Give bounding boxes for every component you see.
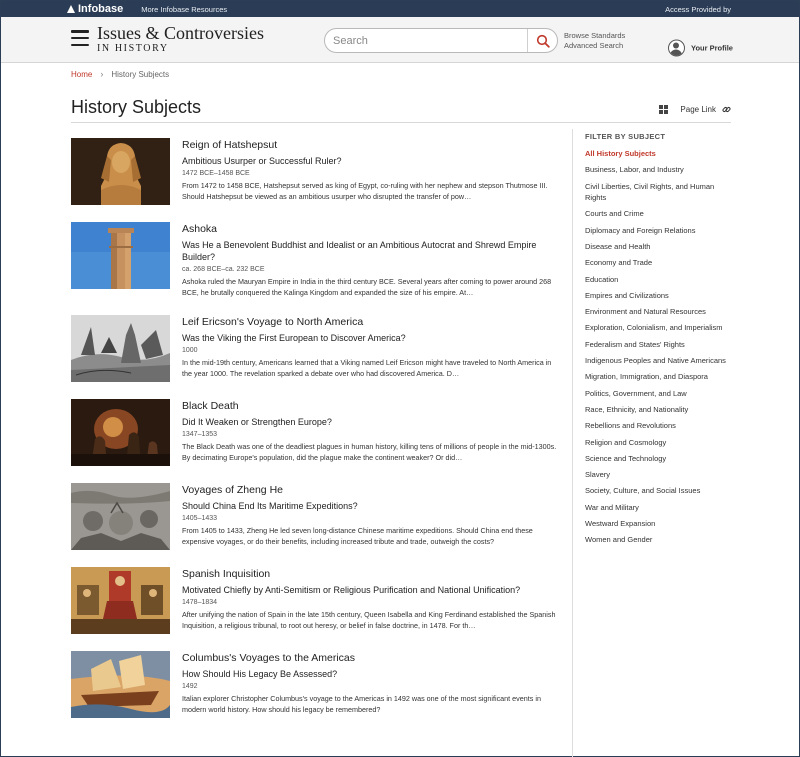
browse-standards-link[interactable]: Browse Standards	[564, 31, 626, 40]
sidebar-divider	[572, 129, 573, 757]
article-date: 1472 BCE–1458 BCE	[182, 170, 250, 177]
article-description: Italian explorer Christopher Columbus's voyage to the Americas in 1492 was one of the most significant events in modern world history. How should his legacy be remembered?	[182, 694, 541, 714]
list-item	[71, 483, 563, 550]
filter-item-indigenous[interactable]: Indigenous Peoples and Native Americans	[585, 356, 726, 366]
article-subtitle: Did It Weaken or Strengthen Europe?	[182, 417, 332, 427]
logo-subtitle: IN HISTORY	[97, 43, 169, 54]
leif-ericson-thumbnail[interactable]	[71, 315, 170, 382]
filter-item-westward[interactable]: Westward Expansion	[585, 519, 656, 529]
avatar-icon	[668, 40, 685, 57]
filter-item-science[interactable]: Science and Technology	[585, 453, 667, 463]
article-subtitle: Was the Viking the First European to Discover America?	[182, 333, 406, 343]
list-item	[71, 222, 563, 298]
page-title: History Subjects	[71, 97, 202, 117]
article-title[interactable]: Leif Ericson's Voyage to North America	[182, 316, 364, 328]
filter-sidebar	[585, 132, 737, 551]
search-button[interactable]	[527, 29, 557, 52]
search-input[interactable]	[325, 35, 527, 47]
article-subtitle: Ambitious Usurper or Successful Ruler?	[182, 156, 342, 166]
link-icon	[722, 105, 731, 114]
top-bar	[1, 1, 799, 17]
chevron-right-icon: ›	[100, 69, 104, 79]
article-subtitle: How Should His Legacy Be Assessed?	[182, 669, 338, 679]
filter-item-women[interactable]: Women and Gender	[585, 535, 653, 545]
filter-item-economy[interactable]: Economy and Trade	[585, 258, 653, 268]
filter-item-politics[interactable]: Politics, Government, and Law	[585, 388, 687, 398]
infobase-brand-label: Infobase	[78, 3, 124, 15]
filter-item-empires[interactable]: Empires and Civilizations	[585, 290, 669, 300]
list-item	[71, 399, 563, 466]
article-title[interactable]: Reign of Hatshepsut	[182, 139, 278, 151]
zheng-he-thumbnail[interactable]	[71, 483, 170, 550]
article-subtitle: Motivated Chiefly by Anti-Semitism or Religious Purification and National Unification?	[182, 585, 521, 595]
filter-item-disease[interactable]: Disease and Health	[585, 241, 651, 251]
more-resources-link[interactable]: More Infobase Resources	[141, 4, 228, 14]
filter-item-rebellions[interactable]: Rebellions and Revolutions	[585, 421, 676, 431]
filter-item-diplomacy[interactable]: Diplomacy and Foreign Relations	[585, 225, 696, 235]
breadcrumb	[71, 69, 169, 79]
hatshepsut-thumbnail[interactable]	[71, 138, 170, 205]
spanish-inquisition-thumbnail[interactable]	[71, 567, 170, 634]
filter-item-education[interactable]: Education	[585, 274, 619, 284]
ashoka-thumbnail[interactable]	[71, 222, 170, 289]
filter-list	[585, 148, 737, 546]
header-links	[564, 31, 625, 51]
filter-item-exploration[interactable]: Exploration, Colonialism, and Imperialism	[585, 323, 723, 333]
article-description: Ashoka ruled the Mauryan Empire in India in the third century BCE. Several years after coming to power around 268 BCE, he brutally conquered the Kalinga Kingdom and expanded the size of his empire. At…	[182, 277, 552, 297]
filter-item-all[interactable]: All History Subjects	[585, 149, 656, 158]
list-item	[71, 315, 563, 382]
list-item	[71, 138, 563, 205]
filter-item-race[interactable]: Race, Ethnicity, and Nationality	[585, 404, 689, 414]
article-list	[71, 138, 563, 735]
grid-view-icon[interactable]	[659, 105, 668, 114]
filter-item-courts[interactable]: Courts and Crime	[585, 209, 644, 219]
page-link-button[interactable]: Page Link	[680, 105, 716, 114]
filter-item-society[interactable]: Society, Culture, and Social Issues	[585, 486, 701, 496]
filter-item-civil-liberties[interactable]: Civil Liberties, Civil Rights, and Human Rights	[585, 181, 715, 203]
search-icon	[536, 34, 550, 48]
article-description: From 1405 to 1433, Zheng He led seven long-distance Chinese maritime expeditions. Should China end these expensive voyages, or do their benefits, including increased tribute and trade, outweigh the costs?	[182, 526, 533, 546]
filter-item-religion[interactable]: Religion and Cosmology	[585, 437, 667, 447]
article-description: After unifying the nation of Spain in the late 15th century, Queen Isabella and King Ferdinand established the Spanish Inquisition, a religious tribunal, to root out heresy, or belief in false doctrine, in 1478. For th…	[182, 610, 556, 630]
search-box	[324, 28, 558, 53]
list-item	[71, 651, 563, 718]
profile-link[interactable]	[668, 40, 733, 57]
article-subtitle: Was He a Benevolent Buddhist and Idealist or an Ambitious Autocrat and Shrewd Empire Builder?	[182, 240, 537, 262]
access-provided-label: Access Provided by	[665, 4, 731, 14]
breadcrumb-home-link[interactable]: Home	[71, 69, 93, 79]
article-date: 1000	[182, 347, 198, 354]
article-title[interactable]: Voyages of Zheng He	[182, 484, 283, 496]
hamburger-menu-icon[interactable]	[71, 30, 89, 46]
filter-item-slavery[interactable]: Slavery	[585, 470, 611, 480]
article-title[interactable]: Black Death	[182, 400, 239, 412]
black-death-thumbnail[interactable]	[71, 399, 170, 466]
article-description: In the mid-19th century, Americans learned that a Viking named Leif Ericson might have traveled to North America in the year 1000. The revelation sparked a debate over who had discovered America. D…	[182, 358, 552, 378]
article-date: 1405–1433	[182, 515, 218, 522]
article-title[interactable]: Columbus's Voyages to the Americas	[182, 652, 356, 664]
page-link-bar	[659, 105, 731, 114]
article-title[interactable]: Spanish Inquisition	[182, 568, 271, 580]
article-date: 1347–1353	[182, 431, 218, 438]
site-header	[1, 17, 799, 63]
article-title[interactable]: Ashoka	[182, 223, 218, 235]
filter-item-environment[interactable]: Environment and Natural Resources	[585, 307, 706, 317]
profile-label: Your Profile	[691, 43, 733, 53]
site-logo[interactable]	[97, 24, 264, 55]
infobase-logo-icon	[67, 5, 75, 13]
filter-item-war[interactable]: War and Military	[585, 502, 639, 512]
article-subtitle: Should China End Its Maritime Expeditions?	[182, 501, 358, 511]
filter-heading: FILTER BY SUBJECT	[585, 132, 666, 141]
title-divider	[71, 122, 731, 123]
article-date: 1492	[182, 683, 198, 690]
breadcrumb-current: History Subjects	[111, 69, 170, 79]
article-description: The Black Death was one of the deadliest plagues in human history, killing tens of millions of people in the mid-1300s. By decimating Europe's population, did the plague make the continent weaker? Or did…	[182, 442, 557, 462]
article-date: 1478–1834	[182, 599, 218, 606]
logo-title: Issues & Controversies	[97, 23, 264, 43]
columbus-thumbnail[interactable]	[71, 651, 170, 718]
article-description: From 1472 to 1458 BCE, Hatshepsut served as king of Egypt, co-ruling with her nephew and stepson Thutmose III. Should Hatshepsut be viewed as an ambitious usurper who disrupted the transfer of pow…	[182, 181, 548, 201]
article-date: ca. 268 BCE–ca. 232 BCE	[182, 266, 265, 273]
list-item	[71, 567, 563, 634]
filter-item-business[interactable]: Business, Labor, and Industry	[585, 165, 684, 175]
filter-item-migration[interactable]: Migration, Immigration, and Diaspora	[585, 372, 708, 382]
infobase-logo[interactable]	[67, 3, 123, 15]
filter-item-federalism[interactable]: Federalism and States' Rights	[585, 339, 685, 349]
advanced-search-link[interactable]: Advanced Search	[564, 41, 624, 50]
